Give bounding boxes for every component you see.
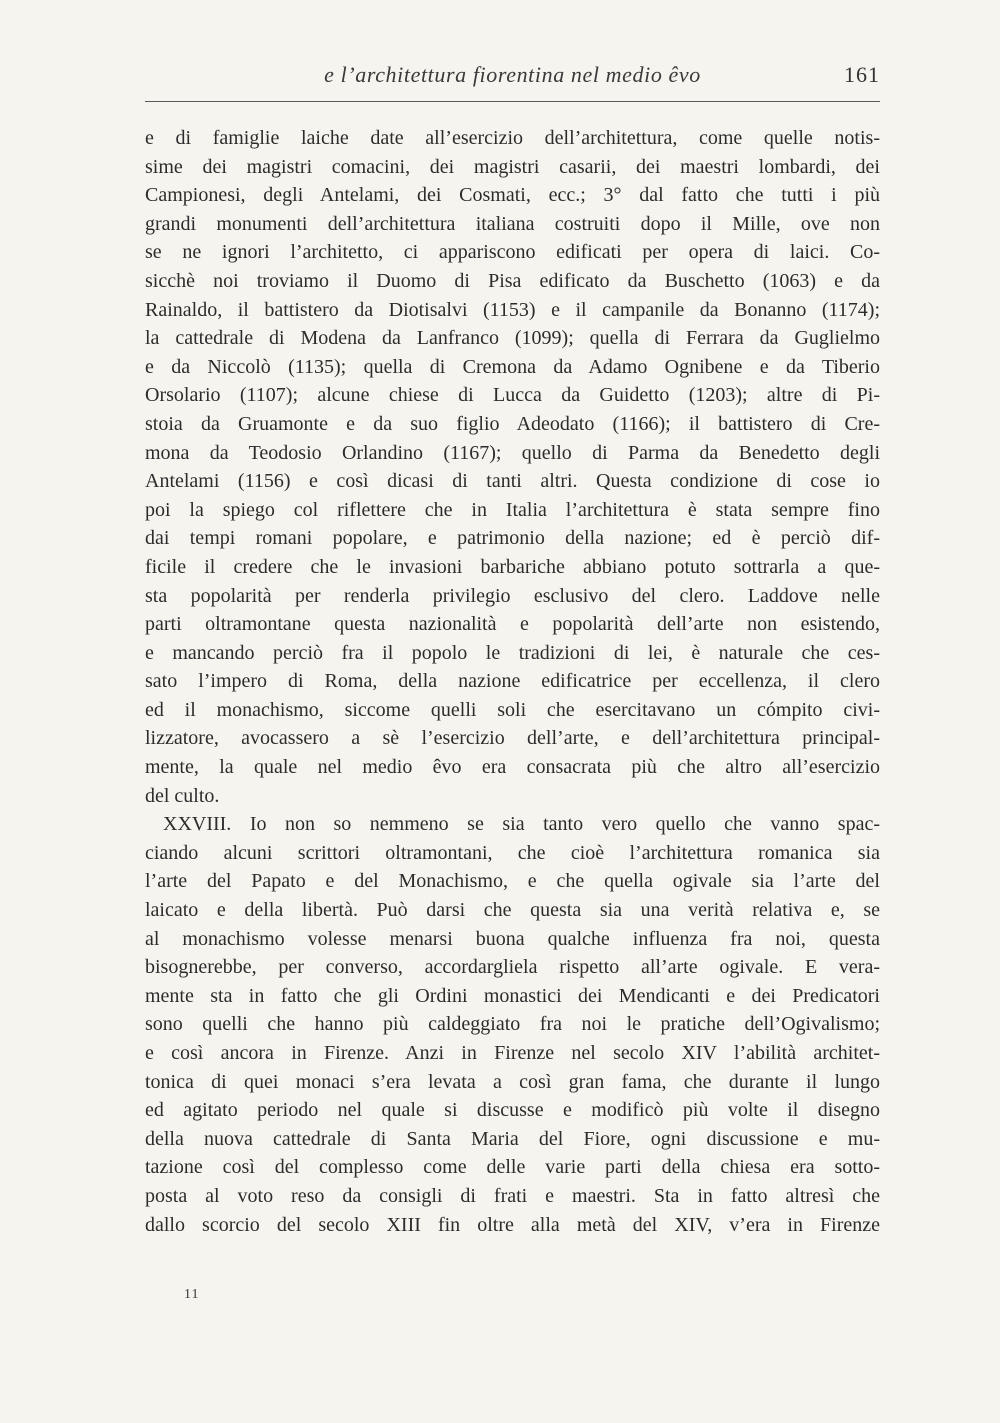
text-line: mente, la quale nel medio êvo era consacrata più che altro all’esercizio: [145, 756, 880, 779]
text-line: sicchè noi troviamo il Duomo di Pisa edificato da Buschetto (1063) e da: [145, 269, 880, 292]
text-line: ficile il credere che le invasioni barbariche abbiano potuto sottrarla a que-: [145, 555, 880, 578]
signature-mark: 11: [184, 1287, 200, 1302]
text-line: poi la spiego col riflettere che in Italia l’architettura è stata sempre fino: [145, 498, 880, 521]
text-line: mona da Teodosio Orlandino (1167); quello di Parma da Benedetto degli: [145, 441, 880, 464]
text-line: e mancando perciò fra il popolo le tradizioni di lei, è naturale che ces-: [145, 641, 880, 664]
text-line: se ne ignori l’architetto, ci appariscono edificati per opera di laici. Co-: [145, 241, 880, 264]
text-line: tazione così del complesso come delle varie parti della chiesa era sotto-: [145, 1156, 880, 1179]
body-text: [145, 124, 880, 1239]
text-line: Rainaldo, il battistero da Diotisalvi (1153) e il campanile da Bonanno (1174);: [145, 298, 880, 321]
text-line: ciando alcuni scrittori oltramontani, che cioè l’architettura romanica sia: [145, 841, 880, 864]
text-line: e da Niccolò (1135); quella di Cremona da Adamo Ognibene e da Tiberio: [145, 355, 880, 378]
text-line: dai tempi romani popolare, e patrimonio della nazione; ed è perciò dif-: [145, 527, 880, 550]
header-rule: [145, 101, 880, 102]
text-line: mente sta in fatto che gli Ordini monastici dei Mendicanti e dei Predicatori: [145, 984, 880, 1007]
text-line: sta popolarità per renderla privilegio esclusivo del clero. Laddove nelle: [145, 584, 880, 607]
text-line: Antelami (1156) e così dicasi di tanti altri. Questa condizione di cose io: [145, 470, 880, 493]
text-line: stoia da Gruamonte e da suo figlio Adeodato (1166); il battistero di Cre-: [145, 412, 880, 435]
text-line: sato l’impero di Roma, della nazione edificatrice per eccellenza, il clero: [145, 670, 880, 693]
text-line: del culto.: [145, 784, 220, 807]
text-line: posta al voto reso da consigli di frati e maestri. Sta in fatto altresì che: [145, 1184, 880, 1207]
text-line: e così ancora in Firenze. Anzi in Firenze nel secolo XIV l’abilità architet-: [145, 1042, 880, 1064]
text-line: sime dei magistri comacini, dei magistri casarii, dei maestri lombardi, dei: [145, 155, 880, 178]
text-line: al monachismo volesse menarsi buona qualche influenza fra noi, questa: [145, 927, 880, 950]
text-line: l’arte del Papato e del Monachismo, e che quella ogivale sia l’arte del: [145, 870, 880, 893]
text-line: ed il monachismo, siccome quelli soli che esercitavano un cómpito civi-: [145, 698, 880, 721]
page-number: 161: [844, 62, 880, 87]
section-start-line: XXVIII. Io non so nemmeno se sia tanto vero quello che vanno spac-: [163, 813, 880, 836]
running-title: e l’architettura fiorentina nel medio êvo: [324, 62, 701, 87]
text-line: ed agitato periodo nel quale si discusse e modificò più volte il disegno: [145, 1099, 880, 1122]
running-head: [145, 62, 880, 92]
text-line: Orsolario (1107); alcune chiese di Lucca da Guidetto (1203); altre di Pi-: [145, 384, 880, 407]
text-line: dallo scorcio del secolo XIII fin oltre alla metà del XIV, v’era in Firenze: [145, 1213, 880, 1236]
text-line: bisognerebbe, per converso, accordargliela rispetto all’arte ogivale. E vera-: [145, 956, 880, 979]
text-line: parti oltramontane questa nazionalità e popolarità dell’arte non esistendo,: [145, 613, 880, 636]
text-line: e di famiglie laiche date all’esercizio dell’architettura, come quelle notis-: [145, 127, 880, 149]
text-line: sono quelli che hanno più caldeggiato fra noi le pratiche dell’Ogivalismo;: [145, 1013, 880, 1036]
text-line: la cattedrale di Modena da Lanfranco (1099); quella di Ferrara da Guglielmo: [145, 327, 880, 350]
text-line: Campionesi, degli Antelami, dei Cosmati, ecc.; 3° dal fatto che tutti i più: [145, 184, 880, 207]
text-line: della nuova cattedrale di Santa Maria del Fiore, ogni discussione e mu-: [145, 1127, 880, 1150]
text-line: laicato e della libertà. Può darsi che questa sia una verità relativa e, se: [145, 899, 880, 922]
text-line: grandi monumenti dell’architettura italiana costruiti dopo il Mille, ove non: [145, 212, 880, 235]
text-line: lizzatore, avocassero a sè l’esercizio dell’arte, e dell’architettura principal-: [145, 727, 880, 750]
text-line: tonica di quei monaci s’era levata a così gran fama, che durante il lungo: [145, 1070, 880, 1093]
